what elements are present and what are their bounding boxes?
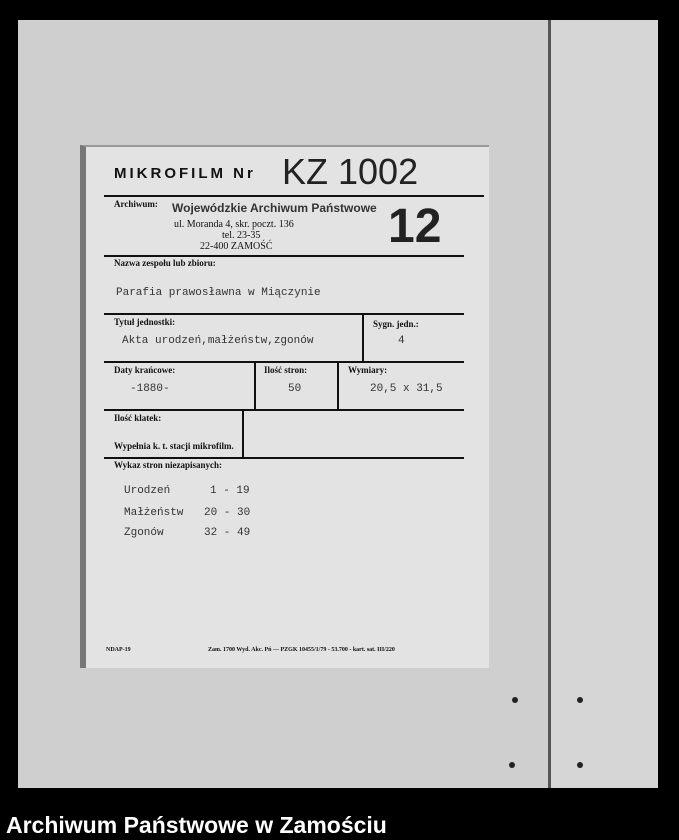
right-page <box>551 20 658 788</box>
stamp-line: tel. 23-35 <box>222 230 261 241</box>
binding-hole <box>577 762 583 768</box>
dimensions-label: Wymiary: <box>348 365 388 375</box>
microfilm-card <box>80 145 489 668</box>
unit-title-label: Tytuł jednostki: <box>114 317 176 327</box>
unwritten-range: 32 - 49 <box>204 527 251 539</box>
form-code: NDAP-19 <box>106 647 131 653</box>
collection-label: Nazwa zespołu lub zbioru: <box>114 258 216 268</box>
signature-value: 4 <box>398 335 405 347</box>
binding-hole <box>509 762 515 768</box>
frames-label: Ilość klatek: <box>114 413 162 423</box>
signature-label: Sygn. jedn.: <box>373 319 419 329</box>
pages-label: Ilość stron: <box>264 365 308 375</box>
dates-value: -1880- <box>130 383 170 395</box>
dimensions-value: 20,5 x 31,5 <box>370 383 443 395</box>
binding-hole <box>512 697 518 703</box>
print-info: Zam. 1700 Wyd. Akc. Pń — PZGK 10455/1/79 - 53.700 - kart. sat. III/220 <box>208 647 395 653</box>
pages-value: 50 <box>288 383 302 395</box>
unwritten-range: 1 - 19 <box>210 485 250 497</box>
archive-caption: Archiwum Państwowe w Zamościu <box>6 812 387 838</box>
stamp-line: ul. Moranda 4, skr. poczt. 136 <box>174 219 294 230</box>
stamp-line: 22-400 ZAMOŚĆ <box>200 241 273 252</box>
unwritten-name: Małżeństw <box>124 507 184 519</box>
unwritten-name: Urodzeń <box>124 485 171 497</box>
card-title: MIKROFILM Nr <box>114 165 256 182</box>
dates-label: Daty krańcowe: <box>114 365 176 375</box>
fill-note: Wypełnia k. t. stacji mikrofilm. <box>114 441 234 451</box>
binding-hole <box>577 697 583 703</box>
unwritten-range: 20 - 30 <box>204 507 251 519</box>
stamp-line: Wojewódzkie Archiwum Państwowe <box>172 201 377 215</box>
unwritten-label: Wykaz stron niezapisanych: <box>114 460 223 470</box>
archive-label: Archiwum: <box>114 199 158 209</box>
unwritten-name: Zgonów <box>124 527 164 539</box>
collection-value: Parafia prawosławna w Miączynie <box>116 287 321 299</box>
unit-title-value: Akta urodzeń,małżeństw,zgonów <box>122 335 314 347</box>
archive-number: 12 <box>388 200 442 253</box>
film-number: KZ 1002 <box>282 151 419 192</box>
